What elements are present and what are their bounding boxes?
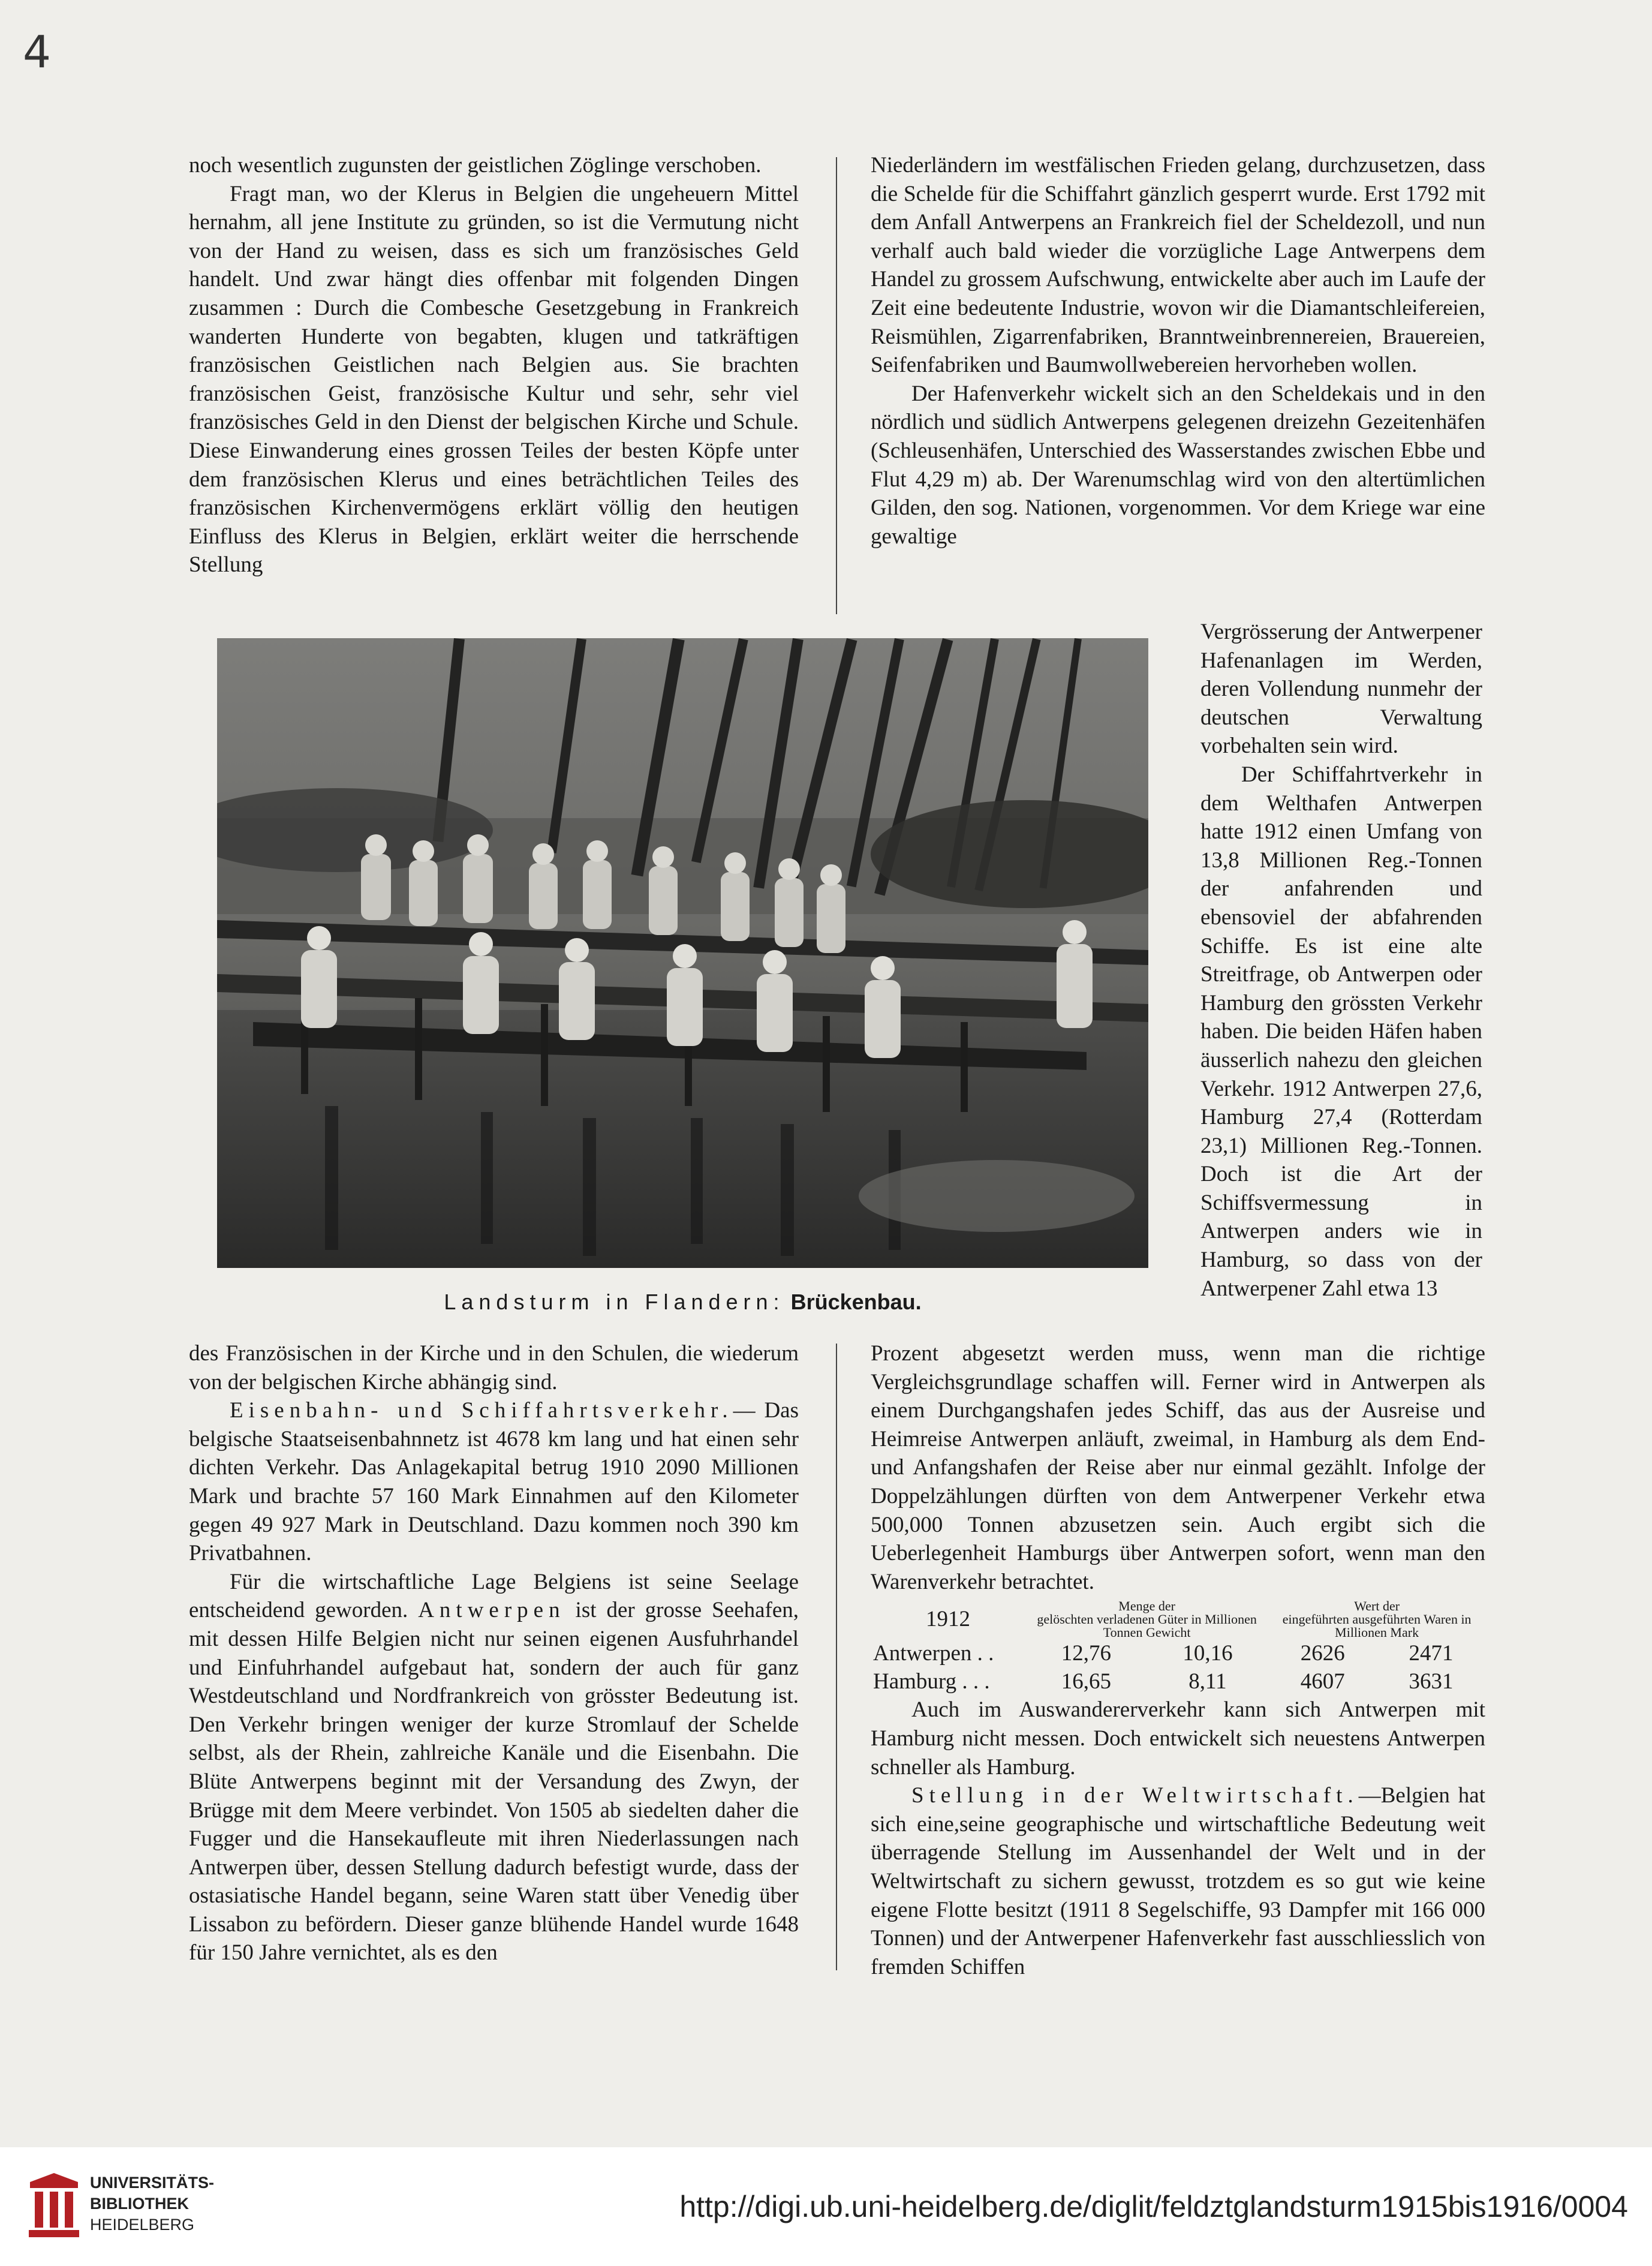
right-column-top bbox=[871, 151, 1485, 551]
paragraph: Der Schiffahrtverkehr in dem Welthafen Antwerpen hatte 1912 einen Umfang von 13,8 Millionen Reg.-Tonnen der anfahrenden und ebensoviel der abfahrenden Schiffe. Es ist eine alte Streitfrage, ob Antwerpen oder Hamburg den grössten Verkehr haben. Die beiden Häfen haben äusserlich nahezu den gleichen Verkehr. 1912 Antwerpen 27,6, Hamburg 27,4 (Rotterdam 23,1) Millionen Reg.-Tonnen. Doch ist die Art der Schiffsvermessung in Antwerpen anders wie in Hamburg, so dass von der Antwerpener Zahl etwa 13 bbox=[1200, 762, 1482, 1301]
paragraph: Der Hafenverkehr wickelt sich an den Scheldekais und in den nördlich und südlich Antwerpens gelegenen dreizehn Gezeitenhäfen (Schleusenhäfen, Unterschied des Wasserstandes zwischen Ebbe und Flut 4,29 m) ab. Der Warenumschlag wird von den altertümlichen Gilden, den sog. Nationen, vorgenommen. Vor dem Kriege war eine gewaltige bbox=[871, 381, 1485, 549]
photo-caption bbox=[217, 1290, 1148, 1315]
page-number: 4 bbox=[23, 26, 52, 78]
table-cell: 12,76 bbox=[1061, 1641, 1111, 1666]
paragraph-antwerp bbox=[189, 1568, 799, 1967]
paragraph: Niederländern im westfälischen Frieden gelang, durchzusetzen, dass die Schelde für die Schiffahrt gänzlich gesperrt wurde. Erst 1792 mit dem Anfall Antwerpens an Frankreich fiel der Scheldezoll, und nun verhalf auch bald wieder die vorzügliche Lage Antwerpens dem Handel zu grossem Aufschwung, entwickelte aber auch im Laufe der Zeit eine bedeutente Industrie, wovon wir die Diamantschleifereien, Reismühlen, Zigarrenfabriken, Branntweinbrennereien, Brauereien, Seifenfabriken und Baumwollwebereien hervorheben wollen. bbox=[871, 153, 1485, 378]
paragraph: noch wesentlich zugunsten der geistlichen Zöglinge verschoben. bbox=[189, 153, 762, 178]
caption-bold: Brückenbau. bbox=[790, 1290, 922, 1314]
library-line: UNIVERSITÄTS- bbox=[90, 2174, 215, 2192]
source-url-link[interactable]: http://digi.ub.uni-heidelberg.de/diglit/feldztglandsturm1915bis1916/0004 bbox=[679, 2190, 1628, 2223]
university-library-logo-icon bbox=[24, 2170, 84, 2242]
left-column-top bbox=[189, 151, 799, 579]
trade-statistics-table bbox=[871, 1600, 1485, 1696]
table-cell: 8,11 bbox=[1188, 1669, 1227, 1694]
table-group-header: Menge der bbox=[1118, 1598, 1175, 1614]
paragraph: Fragt man, wo der Klerus in Belgien die ungeheuern Mittel hernahm, all jene Institute zu gründen, so ist die Vermutung nicht von der Hand zu weisen, dass es sich um französisches Geld handelt. Und zwar hängt dies offenbar mit folgenden Dingen zusammen : Durch die Combesche Gesetzgebung in Frankreich wanderten Hunderte von begabten, klugen und tatkräftigen französischen Geistlichen nach Belgien aus. Sie brachten französischen Geist, französische Kultur und sehr, sehr viel französisches Geld in den Dienst der belgischen Kirche und Schule. Diese Einwanderung eines grossen Teiles der besten Köpfe unter dem französischen Klerus und eines beträchtlichen Teiles des französischen Kirchenvermögens erklärt völlig den heutigen Einfluss des Klerus in Belgien, erklärt weiter die herrschende Stellung bbox=[189, 181, 799, 578]
paragraph-text: Für die wirtschaftliche Lage Belgiens ist seine Seelage entscheidend geworden. bbox=[189, 1569, 799, 1623]
left-column-bottom bbox=[189, 1339, 799, 1967]
table-cell-place: Hamburg . . . bbox=[873, 1669, 990, 1694]
table-cell: 2471 bbox=[1409, 1641, 1454, 1666]
right-column-bottom bbox=[871, 1339, 1485, 1981]
section-heading: Stellung in der Weltwirtschaft. bbox=[911, 1783, 1359, 1808]
table-year: 1912 bbox=[926, 1607, 970, 1632]
paragraph: Prozent abgesetzt werden muss, wenn man die richtige Vergleichsgrundlage schaffen will. Ferner wird in Antwerpen als einem Durchgangshafen jedes Schiff, das aus der Ausreise und Heimreise Antwerpen anläuft, zweimal, in Hamburg als dem End- und Anfangshafen der Reise aber nur einmal gezählt. Infolge der Doppelzählungen dürften von dem Antwerpener Verkehr etwa 500,000 Tonnen abzusetzen sein. Auch ergibt sich die Ueberlegenheit Hamburgs über Antwerpen sofort, wenn man den Warenverkehr betrachtet. bbox=[871, 1341, 1485, 1594]
photo-illustration bbox=[217, 638, 1148, 1268]
paragraph-railway bbox=[189, 1396, 799, 1568]
section-heading: Eisenbahn- und Schiffahrtsverkehr. bbox=[230, 1398, 733, 1423]
library-name bbox=[90, 2172, 214, 2235]
table-row bbox=[871, 1667, 1485, 1696]
column-rule bbox=[836, 157, 837, 614]
library-line: BIBLIOTHEK bbox=[90, 2195, 189, 2213]
table-subheader: gelöschten verladenen Güter in Millionen Tonnen Gewicht bbox=[1037, 1612, 1257, 1640]
paragraph: Vergrösserung der Antwerpener Hafenanlagen im Werden, deren Vollendung nunmehr der deutschen Verwaltung vorbehalten sein wird. bbox=[1200, 620, 1482, 759]
table-subheader: eingeführten ausgeführten Waren in Millionen Mark bbox=[1282, 1612, 1472, 1640]
photograph-landsturm-bridge bbox=[217, 638, 1148, 1268]
table-cell: 4607 bbox=[1300, 1669, 1345, 1694]
paragraph-world-economy bbox=[871, 1781, 1485, 1981]
table-cell-place: Antwerpen . . bbox=[873, 1641, 994, 1666]
library-footer bbox=[0, 2147, 1652, 2266]
column-rule bbox=[836, 1344, 837, 1970]
right-column-wrap bbox=[1200, 618, 1482, 1303]
table-cell: 2626 bbox=[1300, 1641, 1345, 1666]
table-row bbox=[871, 1639, 1485, 1667]
library-line: HEIDELBERG bbox=[90, 2216, 195, 2234]
paragraph-text: —Belgien hat sich eine,seine geographische und wirtschaftliche Bedeutung weit überragende Stellung im Aussenhandel der Welt und in der Weltwirtschaft zu sichern gewusst, trotzdem es so gut wie keine eigene Flotte besitzt (1911 8 Segelschiffe, 93 Dampfer mit 166 000 Tonnen) und der Antwerpener Hafenverkehr fast ausschliesslich von fremden Schiffen bbox=[871, 1783, 1485, 1979]
table-cell: 10,16 bbox=[1182, 1641, 1233, 1666]
spaced-word: Antwerpen bbox=[418, 1598, 565, 1623]
table-group-header: Wert der bbox=[1354, 1598, 1400, 1614]
table-cell: 3631 bbox=[1409, 1669, 1454, 1694]
table-cell: 16,65 bbox=[1061, 1669, 1111, 1694]
paragraph-text: ist der grosse Seehafen, mit dessen Hilfe Belgien nicht nur seinen eigenen Ausfuhrhandel und Einfuhrhandel aufgebaut hat, sondern der auch für ganz Westdeutschland und Nordfrankreich von grösster Bedeutung ist. Den Verkehr bringen weniger der kurze Stromlauf der Schelde selbst, als der Rhein, zahlreiche Kanäle und die Eisenbahn. Die Blüte Antwerpens beginnt mit der Versandung des Zwyn, der Brügge mit dem Meere verbindet. Von 1505 ab siedelten daher die Fugger und die Hansekaufleute mit ihren Niederlassungen nach Antwerpen über, dessen Stellung dadurch befestigt wurde, dass der ostasiatische Handel begann, seine Waren statt über Venedig über Lissabon zu befördern. Dieser ganze blühende Handel wurde 1648 für 150 Jahre vernichtet, als es den bbox=[189, 1598, 799, 1966]
paragraph-text: — Das belgische Staatseisenbahnnetz ist 4678 km lang und hat einen sehr dichten Verkehr. Das Anlagekapital betrug 1910 2090 Millionen Mark und brachte 57 160 Mark Einnahmen auf den Kilometer gegen 49 927 Mark in Deutschland. Dazu kommen noch 390 km Privatbahnen. bbox=[189, 1398, 799, 1566]
paragraph: Auch im Auswandererverkehr kann sich Antwerpen mit Hamburg nicht messen. Doch entwickelt sich neuestens Antwerpen schneller als Hamburg. bbox=[871, 1697, 1485, 1780]
paragraph: des Französischen in der Kirche und in den Schulen, die wiederum von der belgischen Kirche abhängig sind. bbox=[189, 1341, 799, 1395]
caption-spaced: Landsturm in Flandern: bbox=[444, 1290, 785, 1314]
